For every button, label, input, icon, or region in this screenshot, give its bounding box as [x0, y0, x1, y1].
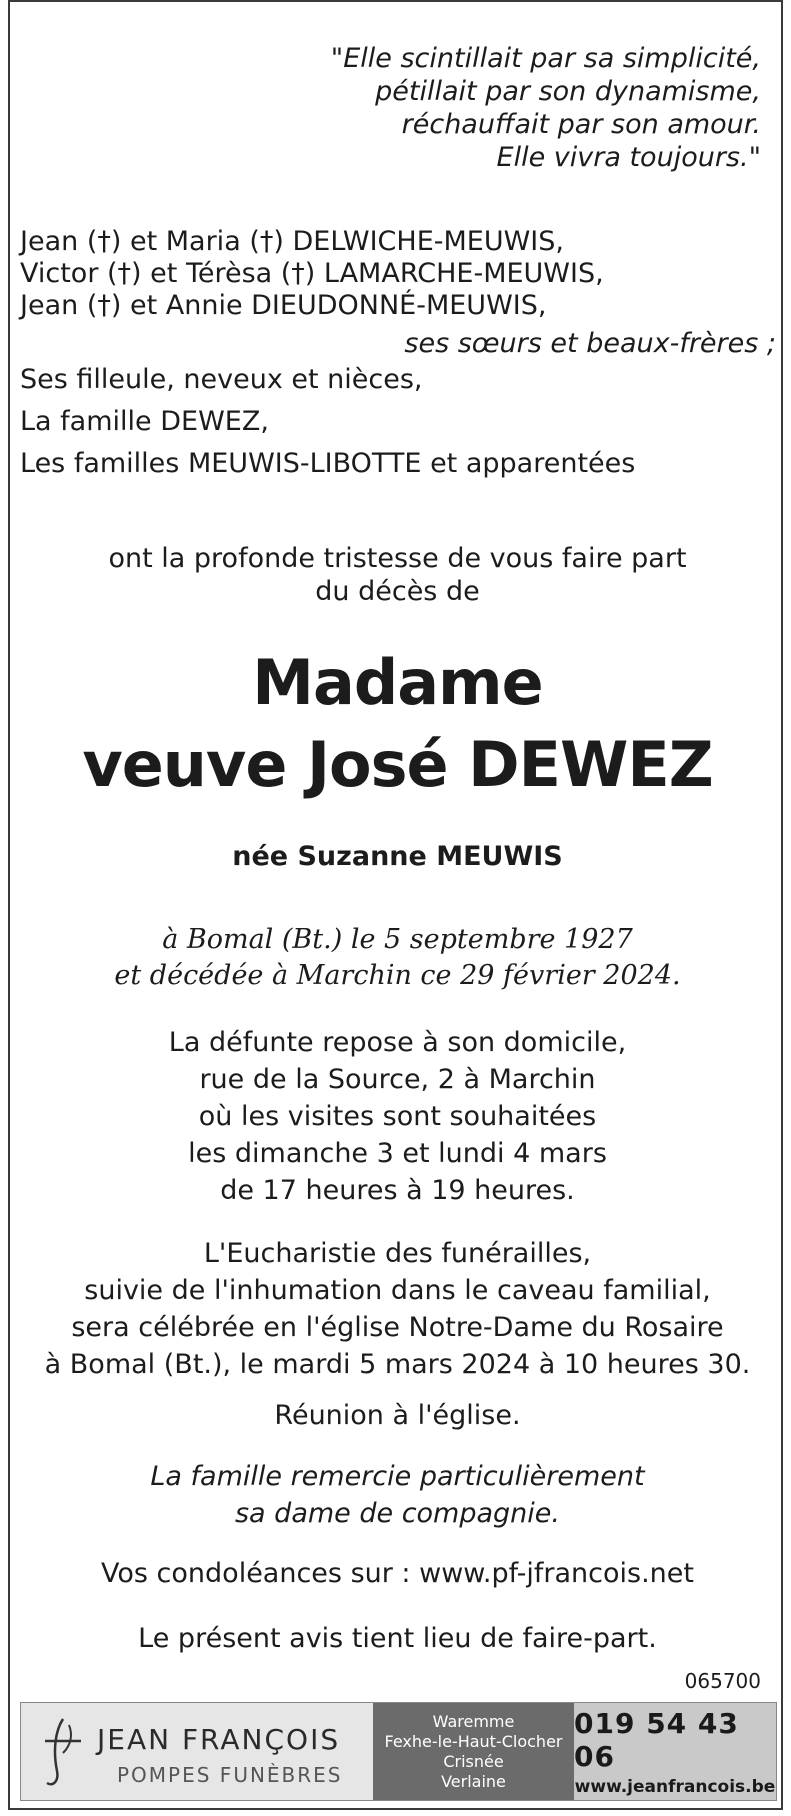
visitation-info [10, 1024, 785, 1209]
family-list [20, 226, 780, 480]
siblings-caption: ses sœurs et beaux-frères ; [404, 328, 776, 359]
brand-subtitle: POMPES FUNÈBRES [117, 1763, 343, 1787]
condolences-link[interactable]: Vos condoléances sur : www.pf-jfrancois.net [101, 1558, 694, 1589]
visitation-line: où les visites sont souhaitées [198, 1101, 597, 1132]
relative-line: Les familles MEUWIS-LIBOTTE et apparentées [20, 448, 636, 479]
quote-line: pétillait par son dynamisme, [375, 76, 761, 107]
funeral-line: sera célébrée en l'église Notre-Dame du Rosaire [71, 1312, 724, 1343]
jf-monogram-icon [33, 1711, 89, 1791]
sibling-line: Jean (†) et Maria (†) DELWICHE-MEUWIS, [20, 226, 564, 257]
location-item: Verlaine [441, 1771, 506, 1791]
location-item: Fexhe-le-Haut-Clocher [384, 1731, 563, 1751]
location-item: Crisnée [443, 1751, 504, 1771]
contact-block [574, 1703, 776, 1800]
funeral-line: suivie de l'inhumation dans le caveau familial, [84, 1275, 711, 1306]
date-line: et décédée à Marchin ce 29 février 2024. [114, 960, 681, 991]
brand-name: JEAN FRANÇOIS [97, 1723, 341, 1756]
quote-line: Elle vivra toujours." [496, 142, 761, 173]
maiden-name: née Suzanne MEUWIS [232, 841, 563, 872]
epitaph-quote [241, 42, 761, 174]
reference-number: 065700 [684, 1669, 761, 1693]
thanks-line: La famille remercie particulièrement [150, 1461, 645, 1492]
thanks-line: sa dame de compagnie. [234, 1498, 560, 1529]
funeral-home-banner [20, 1702, 777, 1801]
visitation-line: les dimanche 3 et lundi 4 mars [188, 1138, 607, 1169]
funeral-line: à Bomal (Bt.), le mardi 5 mars 2024 à 10 heures 30. [44, 1349, 751, 1380]
notice-note: Le présent avis tient lieu de faire-part. [138, 1623, 657, 1654]
thanks-note [10, 1458, 785, 1532]
announcement-line: ont la profonde tristesse de vous faire part [108, 543, 687, 574]
visitation-line: de 17 heures à 19 heures. [220, 1175, 575, 1206]
sibling-line: Victor (†) et Térèsa (†) LAMARCHE-MEUWIS, [20, 258, 604, 289]
quote-line: réchauffait par son amour. [401, 109, 761, 140]
visitation-line: La défunte repose à son domicile, [168, 1027, 627, 1058]
reunion-note: Réunion à l'église. [274, 1400, 521, 1431]
funeral-home-brand [21, 1703, 373, 1800]
website-link[interactable]: www.jeanfrancois.be [574, 1776, 776, 1797]
relative-line: La famille DEWEZ, [20, 406, 269, 437]
birth-death-dates [10, 922, 785, 994]
phone-number[interactable]: 019 54 43 06 [574, 1706, 739, 1773]
death-notice [8, 0, 783, 1810]
quote-line: "Elle scintillait par sa simplicité, [330, 43, 761, 74]
announcement-line: du décès de [315, 576, 480, 607]
funeral-info [10, 1235, 785, 1383]
announcement [10, 542, 785, 608]
locations-list [373, 1703, 574, 1800]
funeral-line: L'Eucharistie des funérailles, [203, 1238, 592, 1269]
location-item: Waremme [432, 1711, 515, 1731]
deceased-title: Madame [252, 646, 543, 719]
deceased-name: veuve José DEWEZ [82, 728, 713, 801]
visitation-line: rue de la Source, 2 à Marchin [199, 1064, 596, 1095]
sibling-line: Jean (†) et Annie DIEUDONNÉ-MEUWIS, [20, 290, 547, 321]
relative-line: Ses filleule, neveux et nièces, [20, 364, 423, 395]
date-line: à Bomal (Bt.) le 5 septembre 1927 [162, 924, 633, 955]
